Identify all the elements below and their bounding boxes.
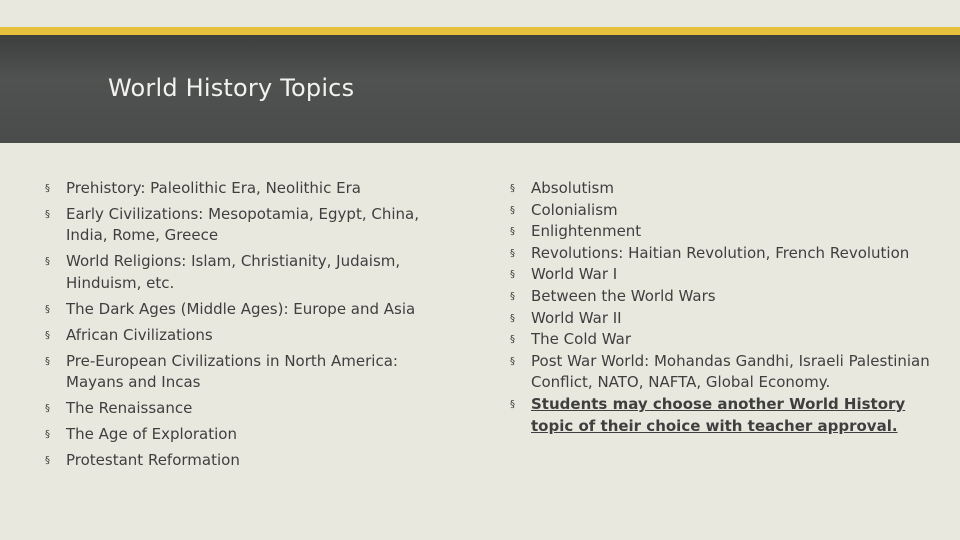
bullet-icon: § [45, 256, 50, 268]
list-item [45, 178, 445, 200]
left-topic-list [45, 178, 445, 476]
accent-bar [0, 27, 960, 35]
list-item-text: World Religions: Islam, Christianity, Judaism, Hinduism, etc. [66, 252, 401, 292]
bullet-icon: § [510, 398, 515, 410]
list-item-text: The Dark Ages (Middle Ages): Europe and Asia [66, 299, 416, 318]
list-item-text: African Civilizations [66, 325, 213, 344]
bullet-icon: § [45, 183, 50, 194]
bullet-icon: § [510, 334, 515, 346]
bullet-icon: § [45, 329, 50, 341]
list-item [510, 394, 930, 437]
list-item-text: Post War World: Mohandas Gandhi, Israeli Palestinian Conflict, NATO, NAFTA, Global Economy. [531, 351, 930, 392]
list-item [45, 299, 445, 321]
list-item-text: Protestant Reformation [66, 450, 240, 469]
list-item-text: The Renaissance [66, 399, 193, 418]
bullet-icon: § [510, 247, 515, 259]
bullet-icon: § [45, 355, 50, 367]
list-item-text: World War I [531, 265, 618, 284]
list-item [510, 329, 930, 351]
list-item [510, 308, 930, 330]
list-item-text: Early Civilizations: Mesopotamia, Egypt, China, India, Rome, Greece [66, 204, 419, 245]
list-item [510, 200, 930, 222]
bullet-icon: § [510, 204, 515, 216]
list-item [45, 251, 445, 294]
bullet-icon: § [45, 454, 50, 466]
bullet-icon: § [45, 208, 50, 220]
bullet-icon: § [45, 403, 50, 415]
list-item-text: Colonialism [531, 200, 618, 219]
list-item [45, 424, 445, 446]
bullet-icon: § [510, 183, 515, 194]
list-item-text: The Cold War [531, 330, 632, 349]
list-item [510, 351, 930, 394]
list-item-text: World War II [531, 308, 622, 327]
list-item-text: Prehistory: Paleolithic Era, Neolithic Era [66, 179, 361, 197]
bullet-icon: § [510, 290, 515, 302]
list-item-text: Revolutions: Haitian Revolution, French Revolution [531, 243, 910, 262]
list-item [510, 178, 930, 200]
bullet-icon: § [510, 355, 515, 367]
list-item [45, 351, 445, 394]
list-item-text: Enlightenment [531, 222, 642, 241]
list-item-text: Between the World Wars [531, 286, 716, 305]
list-item-text: The Age of Exploration [66, 425, 237, 444]
slide-title: World History Topics [108, 74, 355, 102]
bullet-icon: § [510, 226, 515, 238]
bullet-icon: § [45, 429, 50, 441]
teacher-approval-link[interactable]: Students may choose another World History topic of their choice with teacher approval. [531, 394, 906, 435]
right-topic-list [510, 178, 930, 437]
list-item-text: Absolutism [531, 179, 614, 197]
bullet-icon: § [45, 303, 50, 315]
list-item-text: Pre-European Civilizations in North America: Mayans and Incas [66, 351, 398, 392]
list-item [45, 450, 445, 472]
list-item [510, 243, 930, 265]
list-item [45, 325, 445, 347]
list-item [510, 286, 930, 308]
list-item [510, 221, 930, 243]
list-item [510, 264, 930, 286]
list-item [45, 204, 445, 247]
bullet-icon: § [510, 312, 515, 324]
bullet-icon: § [510, 269, 515, 281]
list-item [45, 398, 445, 420]
top-margin [0, 0, 960, 27]
